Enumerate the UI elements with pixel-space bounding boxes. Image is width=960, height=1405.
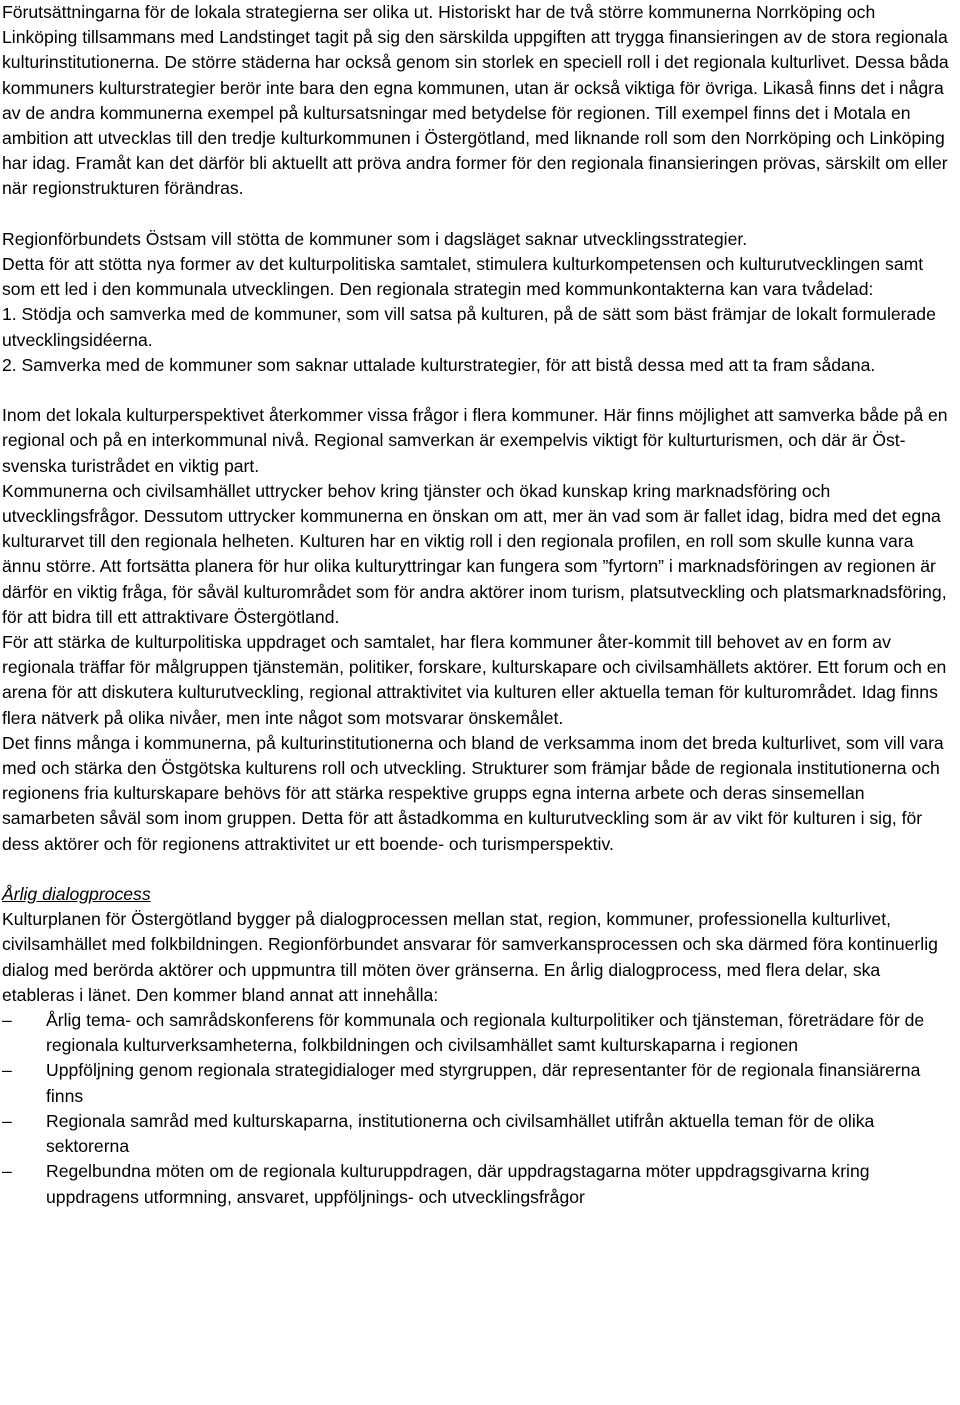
paragraph-gap: [2, 202, 954, 227]
list-item-text: Uppföljning genom regionala strategidialoger med styrgruppen, där representanter för de regionala finansiärerna finns: [46, 1060, 921, 1106]
list-item: [2, 1109, 954, 1159]
dialogue-list: [2, 1008, 954, 1210]
paragraph-structures: Det finns många i kommunerna, på kulturinstitutionerna och bland de verksamma inom det breda kulturlivet, som vill vara med och stärka den Östgötska kulturens roll och utveckling. Strukturer som främjar både de regionala institutionerna och regionens fria kulturskapare behövs för att stärka respektive grupps egna interna arbete och deras sinsemellan samarbeten såväl som inom gruppen. Detta för att åstadkomma en kulturutveckling som är av vikt för kulturen i sig, för dess aktörer och för regionens attraktivitet ur ett boende- och turismperspektiv.: [2, 732, 944, 854]
paragraph-gap: [2, 378, 954, 403]
section-heading: Årlig dialogprocess: [2, 884, 151, 905]
list-item: [2, 1008, 954, 1058]
paragraph-local-strategies: Förutsättningarna för de lokala strategierna ser olika ut. Historiskt har de två större kommunerna Norrköping och Linköping tillsammans med Landstinget tagit på sig den särskilda uppgiften att trygga finansieringen av de stora regionala kulturinstitutionerna. De större städerna har också genom sin storlek en speciell roll i det regionala kulturlivet. Dessa båda kommuners kulturstrategier berör inte bara den egna kommunen, utan är också viktiga för övriga. Likaså finns det i några av de andra kommunerna exempel på kultursatsningar med betydelse för regionen. Till exempel finns det i Motala en ambition att utvecklas till den tredje kulturkommunen i Östergötland, med liknande roll som den Norrköping och Linköping har idag. Framåt kan det därför bli aktuellt att pröva andra former för den regionala finansieringen prövas, särskilt om eller när regionstrukturen förändras.: [2, 2, 949, 199]
list-item: [2, 1058, 954, 1108]
paragraph-dialogue-process: Kulturplanen för Östergötland bygger på dialogprocessen mellan stat, region, kommuner, professionella kulturlivet, civilsamhället med folkbildningen. Regionförbundet ansvarar för samverkansprocessen och ska därmed föra kontinuerlig dialog med berörda aktörer och uppmuntra till möten över gränserna. En årlig dialogprocess, med flera delar, ska etableras i länet. Den kommer bland annat att innehålla:: [2, 909, 938, 1005]
paragraph-point-one: 1. Stödja och samverka med de kommuner, som vill satsa på kulturen, på de sätt som bäst främjar de lokalt formulerade utvecklingsidéerna.: [2, 304, 936, 350]
dash-bullet: –: [2, 1060, 12, 1081]
paragraph-ostsam-support: Regionförbundets Östsam vill stötta de kommuner som i dagsläget saknar utvecklingsstrategier.: [2, 228, 748, 249]
list-item: [2, 1159, 954, 1209]
paragraph-purpose: Detta för att stötta nya former av det kulturpolitiska samtalet, stimulera kulturkompetensen och kulturutvecklingen samt som ett led i den kommunala utvecklingen. Den regionala strategin med kommunkontakterna kan vara tvådelad:: [2, 254, 924, 300]
paragraph-gap: [2, 857, 954, 882]
paragraph-regional-meetings: För att stärka de kulturpolitiska uppdraget och samtalet, har flera kommuner åter-kommit till behovet av en form av regionala träffar för målgruppen tjänstemän, politiker, forskare, kulturskapare och civilsamhällets aktörer. Ett forum och en arena för att diskutera kulturutveckling, regional attraktivitet via kulturen eller aktuella teman för kulturområdet. Idag finns flera nätverk på olika nivåer, men inte något som motsvarar önskemålet.: [2, 632, 947, 728]
paragraph-local-perspective: Inom det lokala kulturperspektivet återkommer vissa frågor i flera kommuner. Här finns möjlighet att samverka både på en regional och på en interkommunal nivå. Regional samverkan är exempelvis viktigt för kulturturismen, och där är Öst-svenska turistrådet en viktig part.: [2, 405, 948, 476]
list-item-text: Regelbundna möten om de regionala kulturuppdragen, där uppdragstagarna möter uppdragsgivarna kring uppdragens utformning, ansvaret, uppföljnings- och utvecklingsfrågor: [46, 1161, 870, 1207]
list-item-text: Regionala samråd med kulturskaparna, institutionerna och civilsamhället utifrån aktuella teman för de olika sektorerna: [46, 1110, 875, 1157]
list-item-text: Årlig tema- och samrådskonferens för kommunala och regionala kulturpolitiker och tjänsteman, företrädare för de regionala kulturverksamheterna, folkbildningen och civilsamhället samt kulturskaparna i regionen: [46, 1010, 925, 1056]
dash-bullet: –: [2, 1110, 12, 1131]
dash-bullet: –: [2, 1010, 12, 1031]
paragraph-point-two: 2. Samverka med de kommuner som saknar uttalade kulturstrategier, för att bistå dessa med att ta fram sådana.: [2, 354, 876, 375]
dash-bullet: –: [2, 1161, 12, 1182]
paragraph-marketing: Kommunerna och civilsamhället uttrycker behov kring tjänster och ökad kunskap kring marknadsföring och utvecklingsfrågor. Dessutom uttrycker kommunerna en önskan om att, mer än vad som är fallet idag, bidra med det egna kulturarvet till den regionala helheten. Kulturen har en viktig roll i den regionala profilen, en roll som skulle kunna vara ännu större. Att fortsätta planera för hur olika kulturyttringar kan fungera som ”fyrtorn” i marknadsföringen av regionen är därför en viktig fråga, för såväl kulturområdet som för andra aktörer inom turism, platsutveckling och platsmarknadsföring, för att bidra till ett attraktivare Östergötland.: [2, 480, 947, 627]
